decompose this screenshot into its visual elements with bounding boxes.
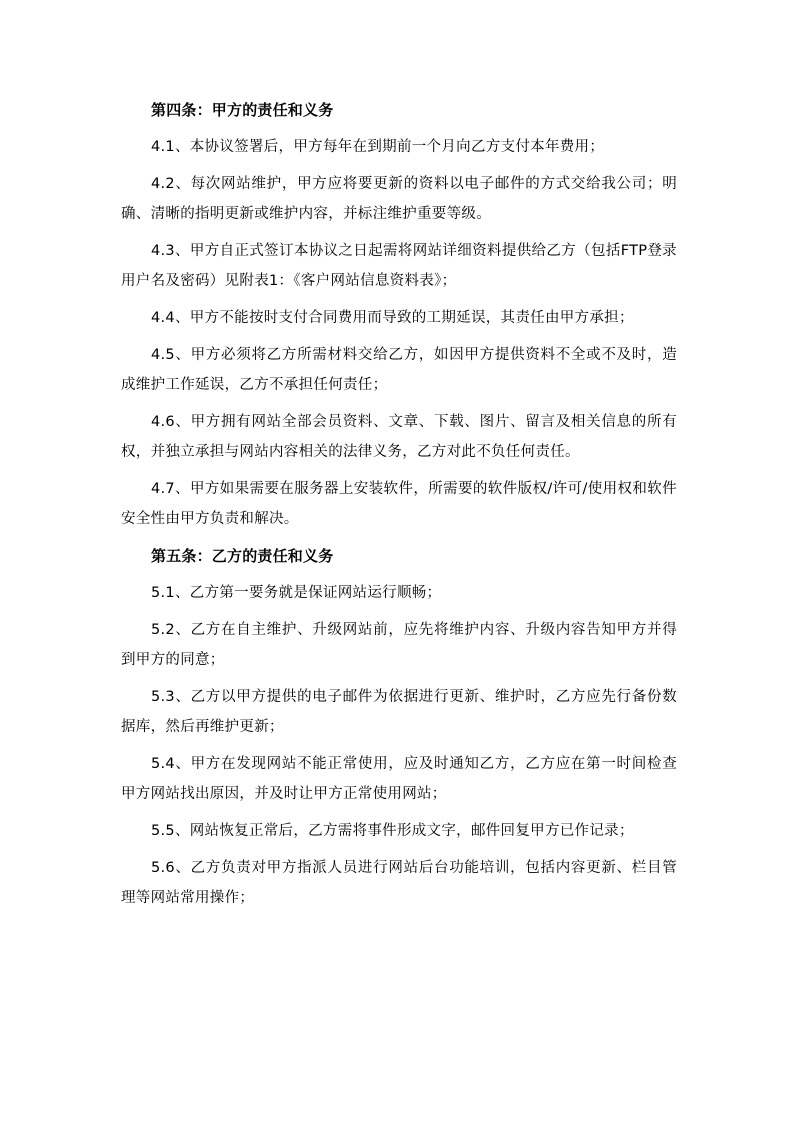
clause-4-2: 4.2、每次网站维护，甲方应将要更新的资料以电子邮件的方式交给我公司；明确、清晰的指明更新或维护内容，并标注维护重要等级。	[121, 176, 677, 222]
clause-5-5: 5.5、网站恢复正常后，乙方需将事件形成文字，邮件回复甲方已作记录；	[151, 823, 634, 839]
clause-4-6: 4.6、甲方拥有网站全部会员资料、文章、下载、图片、留言及相关信息的所有权，并独立承担与网站内容相关的法律义务，乙方对此不负任何责任。	[121, 414, 677, 460]
clause-5-4: 5.4、甲方在发现网站不能正常使用，应及时通知乙方，乙方应在第一时间检查甲方网站找出原因，并及时让甲方正常使用网站；	[121, 756, 677, 802]
clause-5-1: 5.1、乙方第一要务就是保证网站运行顺畅；	[151, 585, 442, 601]
clause-4-7: 4.7、甲方如果需要在服务器上安装软件，所需要的软件版权/许可/使用权和软件安全性由甲方负责和解决。	[121, 481, 677, 527]
clause-5-2: 5.2、乙方在自主维护、升级网站前，应先将维护内容、升级内容告知甲方并得到甲方的同意；	[121, 622, 677, 668]
section-5-heading: 第五条：乙方的责任和义务	[151, 547, 334, 565]
clause-4-1: 4.1、本协议签署后，甲方每年在到期前一个月向乙方支付本年费用；	[151, 139, 605, 155]
clause-5-6: 5.6、乙方负责对甲方指派人员进行网站后台功能培训，包括内容更新、栏目管理等网站常用操作；	[121, 860, 677, 906]
document-body	[121, 95, 677, 920]
clause-4-4: 4.4、甲方不能按时支付合同费用而导致的工期延误，其责任由甲方承担；	[151, 310, 634, 326]
clause-4-3: 4.3、甲方自正式签订本协议之日起需将网站详细资料提供给乙方（包括FTP登录用户名及密码）见附表1：《客户网站信息资料表》；	[121, 243, 677, 289]
clause-5-3: 5.3、乙方以甲方提供的电子邮件为依据进行更新、维护时，乙方应先行备份数据库，然后再维护更新；	[121, 689, 677, 735]
clause-4-5: 4.5、甲方必须将乙方所需材料交给乙方，如因甲方提供资料不全或不及时，造成维护工作延误，乙方不承担任何责任；	[121, 347, 677, 393]
section-4-heading: 第四条：甲方的责任和义务	[151, 101, 334, 119]
